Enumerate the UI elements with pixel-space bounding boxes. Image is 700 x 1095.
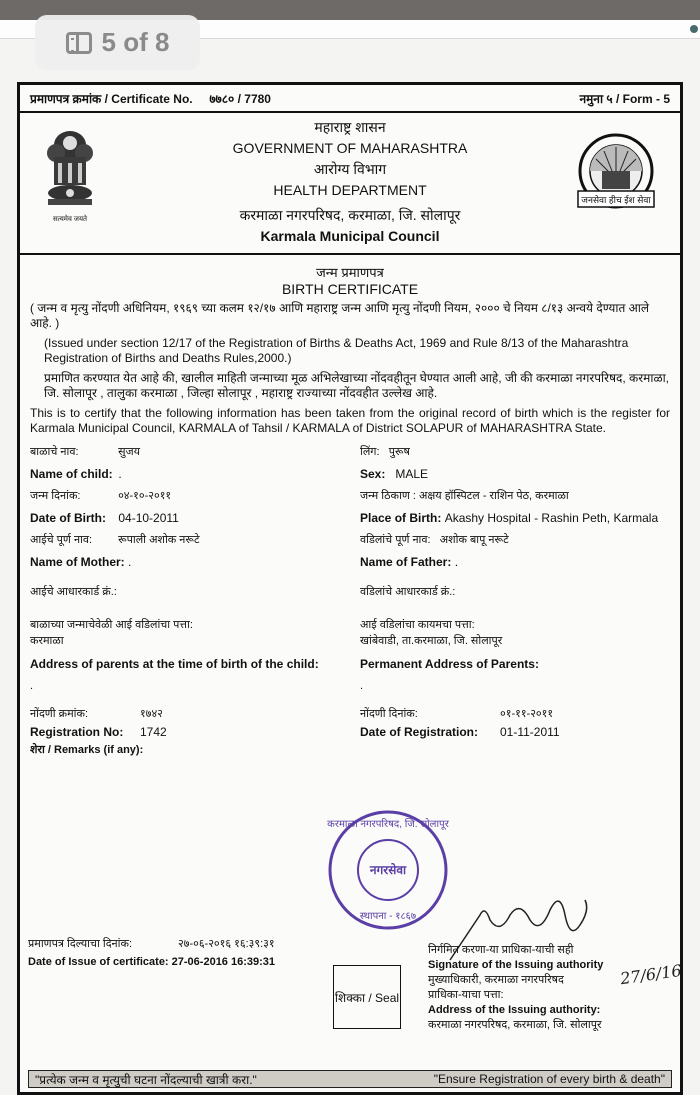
reg-no-mr-value: १७४२ <box>140 708 163 720</box>
authority-address-mr-label: प्राधिका-याचा पत्ता: <box>428 989 504 1001</box>
child-en-value: . <box>118 467 122 481</box>
svg-text:स्थापना - १८६७: स्थापना - १८६७ <box>359 911 417 922</box>
page-indicator[interactable] <box>35 15 200 70</box>
addr-perm-mr-label: आई वडिलांचा कायमचा पत्ता: <box>360 619 475 631</box>
header-mr-government: महाराष्ट्र शासन <box>314 119 386 135</box>
addr-birth-en-label: Address of parents at the time of birth of the child: <box>30 657 319 671</box>
header-en-council: Karmala Municipal Council <box>260 228 440 244</box>
certify-mr: प्रमाणित करण्यात येत आहे की, खालील माहिती जन्माच्या मूळ अभिलेखाच्या नोंदवहीतून घेण्यात आली आहे, जी की करमाळा नगरपरिषद, करमाळा, जि. सोलापूर , तालुका करमाळा , जिल्हा सोलापूर , महाराष्ट्र राज्याच्या नोंदवहीत उल्लेख आहे. <box>44 371 670 400</box>
svg-text:नगरसेवा: नगरसेवा <box>369 863 407 877</box>
council-logo-icon <box>570 129 662 221</box>
dob-mr-label: जन्म दिनांक: <box>30 490 81 502</box>
svg-text:करमाळा नगरपरिषद, जि. सोलापूर: करमाळा नगरपरिषद, जि. सोलापूर <box>327 819 449 830</box>
mother-en-value: . <box>128 555 132 569</box>
mother-mr-label: आईचे पूर्ण नाव: <box>30 534 93 546</box>
issued-under-en: (Issued under section 12/17 of the Registration of Births & Deaths Act, 1969 and Rule 8/13 of the Maharashtra Registration of Births and Deaths Rules,2000.) <box>44 336 629 365</box>
father-mr-value: अशोक बापू नरूटे <box>439 534 509 546</box>
reg-no-en-label: Registration No: <box>30 725 124 739</box>
sex-en-label: Sex: <box>360 467 386 481</box>
header-mr-council: करमाळा नगरपरिषद, करमाळा, जि. सोलापूर <box>239 207 461 223</box>
certificate-number-row <box>20 85 680 113</box>
national-emblem-icon <box>40 123 100 223</box>
issue-date-en-value: 27-06-2016 16:39:31 <box>171 956 276 968</box>
certify-en: This is to certify that the following information has been taken from the original record of birth which is the register for Karmala Municipal Council, KARMALA of Tahsil / KARMALA of District SOLAPUR of MAHARASHTRA State. <box>30 406 670 435</box>
seal-box <box>333 965 401 1029</box>
certificate-body <box>20 255 680 759</box>
authority-sig-mr: निर्गमित करणा-या प्राधिका-याची सही <box>428 944 574 956</box>
child-en-label: Name of child: <box>30 467 113 481</box>
mother-aadhar-label: आईचे आधारकार्ड क्रं.: <box>30 586 117 598</box>
addr-birth-en-value: . <box>30 680 34 692</box>
page-count: 5 of 8 <box>101 27 170 57</box>
reg-date-mr-label: नोंदणी दिनांक: <box>360 708 418 720</box>
footer-right-text: "Ensure Registration of every birth & death" <box>433 1072 665 1086</box>
dob-en-value: 04-10-2011 <box>118 511 179 525</box>
issue-date-mr-label: प्रमाणपत्र दिल्याचा दिनांक: <box>28 938 132 950</box>
dob-mr-value: ०४-१०-२०११ <box>118 490 172 502</box>
child-mr-label: बाळाचे नाव: <box>30 446 79 458</box>
handwritten-note: 27/6/16 <box>618 960 683 989</box>
addr-birth-mr-value: करमाळा <box>30 635 64 647</box>
reg-date-en-label: Date of Registration: <box>360 725 479 739</box>
father-en-label: Name of Father: <box>360 555 452 569</box>
header-en-department: HEALTH DEPARTMENT <box>273 182 427 198</box>
certificate-no-value: ७७८० / 7780 <box>209 91 271 106</box>
form-number: नमुना ५ / Form - 5 <box>579 91 670 106</box>
issue-date-en-label: Date of Issue of certificate: <box>28 956 169 968</box>
header-mr-department: आरोग्य विभाग <box>313 161 387 177</box>
pob-en-value: Akashy Hospital - Rashin Peth, Karmala <box>444 511 659 525</box>
issuing-authority-block <box>428 943 603 1033</box>
pob-en-label: Place of Birth: <box>360 511 442 525</box>
svg-text:जनसेवा हीच ईश सेवा: जनसेवा हीच ईश सेवा <box>581 195 651 205</box>
title-mr: जन्म प्रमाणपत्र <box>316 265 384 280</box>
birth-certificate <box>17 82 683 1095</box>
reg-no-en-value: 1742 <box>140 725 167 739</box>
authority-designation-mr: मुख्याधिकारी, करमाळा नगरपरिषद <box>428 974 564 986</box>
sex-mr-label: लिंग: <box>360 446 380 458</box>
mother-en-label: Name of Mother: <box>30 555 125 569</box>
certificate-header <box>20 113 680 255</box>
viewer-status-dot <box>690 25 698 33</box>
addr-perm-en-value: . <box>360 680 364 692</box>
father-en-value: . <box>454 555 459 569</box>
authority-address-value: करमाळा नगरपरिषद, करमाळा, जि. सोलापूर <box>428 1019 602 1031</box>
father-aadhar-label: वडिलांचे आधारकार्ड क्रं.: <box>360 586 456 598</box>
father-mr-label: वडिलांचे पूर्ण नाव: <box>360 534 431 546</box>
remarks-label: शेरा / Remarks (if any): <box>30 744 144 756</box>
mother-mr-value: रूपाली अशोक नरूटे <box>118 534 200 546</box>
sex-en-value: MALE <box>395 467 429 481</box>
emblem-caption: सत्यमेव जयते <box>52 216 88 223</box>
reg-date-en-value: 01-11-2011 <box>500 725 560 739</box>
child-mr-value: सुजय <box>118 446 141 458</box>
seal-label: शिक्का / Seal <box>334 990 400 1005</box>
address-grid <box>30 617 670 697</box>
reg-no-mr-label: नोंदणी क्रमांक: <box>30 708 89 720</box>
header-en-government: GOVERNMENT OF MAHARASHTRA <box>232 140 468 156</box>
sidebar-icon <box>66 32 92 54</box>
issued-under-mr: ( जन्म व मृत्यु नोंदणी अधिनियम, १९६९ च्या कलम १२/१७ आणि महाराष्ट्र जन्म आणि मृत्यु नोंदणी नियम, २००० चे नियम ८/१३ अन्वये देण्यात आले आहे. ) <box>30 301 650 330</box>
footer-banner <box>28 1070 672 1088</box>
authority-sig-en: Signature of the Issuing authority <box>428 959 604 971</box>
certificate-no-label: प्रमाणपत्र क्रमांक / Certificate No. <box>30 91 193 106</box>
pob-mr-label: जन्म ठिकाण : <box>360 490 416 502</box>
issue-date-block <box>28 935 275 971</box>
left-column <box>30 441 360 603</box>
issue-date-mr-value: २७-०६-२०१६ १६:३९:३१ <box>178 938 275 950</box>
right-column <box>360 441 670 603</box>
registration-grid <box>30 705 670 759</box>
dob-en-label: Date of Birth: <box>30 511 106 525</box>
addr-perm-mr-value: खांबेवाडी, ता.करमाळा, जि. सोलापूर <box>360 635 503 647</box>
authority-address-en-label: Address of the Issuing authority: <box>428 1004 601 1016</box>
addr-birth-mr-label: बाळाच्या जन्माचेवेळी आई वडिलांचा पत्ता: <box>30 619 193 631</box>
footer-left-text: "प्रत्येक जन्म व मृत्युची घटना नोंदल्याची खात्री करा." <box>35 1072 257 1087</box>
title-en: BIRTH CERTIFICATE <box>281 281 419 297</box>
sex-mr-value: पुरूष <box>388 446 410 458</box>
addr-perm-en-label: Permanent Address of Parents: <box>360 657 539 671</box>
details-grid <box>30 441 670 603</box>
reg-date-mr-value: ०१-११-२०११ <box>500 708 554 720</box>
pob-mr-value: अक्षय हॉस्पिटल - राशिन पेठ, करमाळा <box>418 490 569 502</box>
